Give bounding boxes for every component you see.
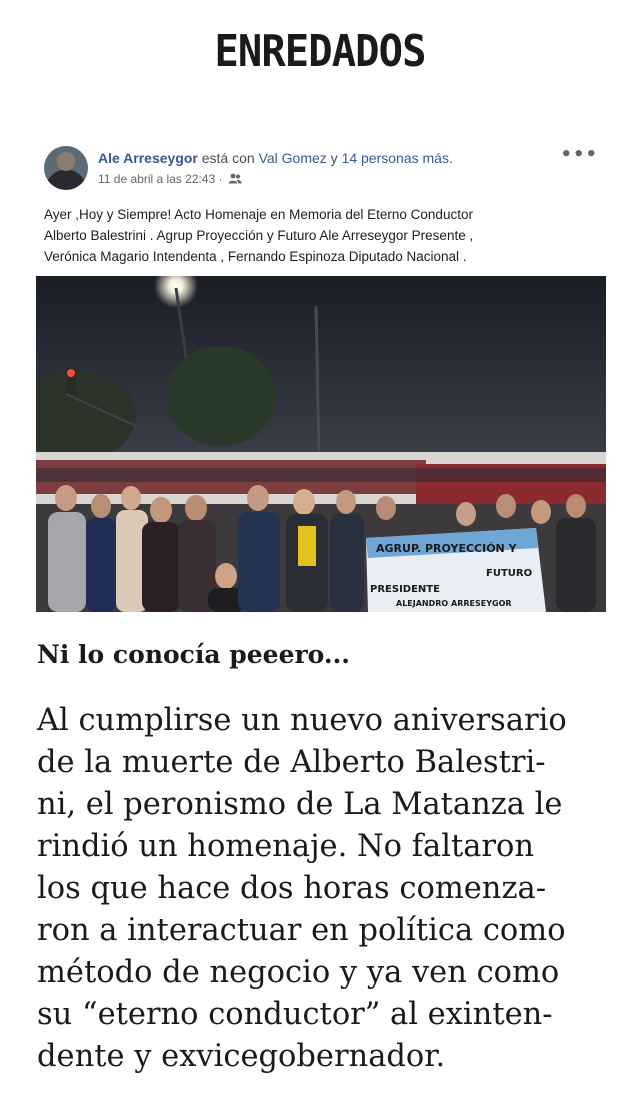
- body-line: ron a interactuar en política como: [37, 913, 566, 948]
- banner: [366, 528, 546, 612]
- ellipsis-icon[interactable]: •••: [560, 144, 598, 165]
- body-line: método de negocio y ya ven como: [37, 955, 560, 990]
- timestamp[interactable]: 11 de abril a las 22:43 ·: [98, 172, 223, 186]
- banner-line: ALEJANDRO ARRESEYGOR: [396, 599, 512, 608]
- body-line: los que hace dos horas comenza-: [37, 871, 546, 906]
- others-link[interactable]: 14 personas más.: [341, 150, 453, 166]
- banner-line: PRESIDENTE: [370, 584, 440, 595]
- article-headline: Ni lo conocía peeero...: [37, 640, 351, 669]
- body-line: dente y exvicegobernador.: [37, 1039, 446, 1074]
- author-link[interactable]: Ale Arreseygor: [98, 150, 198, 166]
- post-text-line: Ayer ,Hoy y Siempre! Acto Homenaje en Memoria del Eterno Conductor: [44, 207, 473, 222]
- facebook-post: [36, 120, 606, 612]
- post-header: [98, 150, 453, 166]
- post-text: [44, 204, 600, 267]
- body-line: Al cumplirse un nuevo aniversario: [37, 703, 567, 738]
- body-line: rindió un homenaje. No faltaron: [37, 829, 534, 864]
- banner-line: FUTURO: [486, 568, 533, 579]
- body-line: su “eterno conductor” al exinten-: [37, 997, 553, 1032]
- brand-logo: ENREDADOS: [214, 26, 426, 77]
- post-text-line: Verónica Magario Intendenta , Fernando Espinoza Diputado Nacional .: [44, 249, 467, 264]
- and-text: y: [326, 150, 342, 166]
- banner-line: AGRUP. PROYECCIÓN Y: [376, 542, 517, 555]
- post-meta: [98, 172, 242, 187]
- body-line: ni, el peronismo de La Matanza le: [37, 787, 563, 822]
- with-text: está con: [197, 150, 259, 166]
- friends-icon: [228, 173, 242, 187]
- post-photo[interactable]: [36, 276, 606, 612]
- post-text-line: Alberto Balestrini . Agrup Proyección y Futuro Ale Arreseygor Presente ,: [44, 228, 474, 243]
- body-line: de la muerte de Alberto Balestri-: [37, 745, 546, 780]
- tagged-person-link[interactable]: Val Gomez: [258, 150, 327, 166]
- avatar[interactable]: [44, 146, 88, 190]
- article-body: [37, 700, 612, 1078]
